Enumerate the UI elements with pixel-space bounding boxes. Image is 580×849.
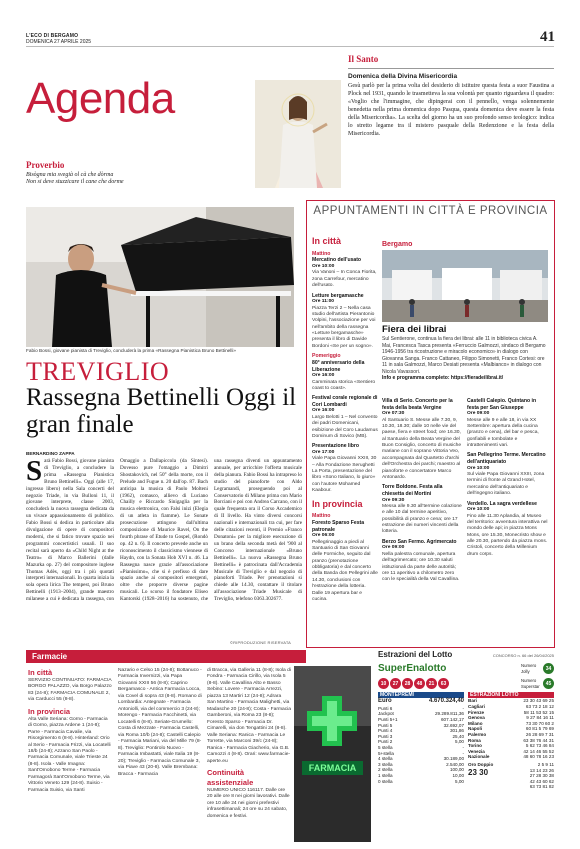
continuita-title: Continuità assistenziale bbox=[207, 768, 254, 787]
pharmacy-illustration bbox=[294, 666, 371, 842]
lotto-ball: 27 bbox=[390, 678, 401, 689]
ruota-numbers: 23 30 43 69 25 bbox=[523, 698, 554, 704]
premio-label: 1 stella bbox=[378, 772, 393, 778]
event-item bbox=[467, 398, 549, 449]
premio-value: - bbox=[462, 750, 464, 756]
publication-date: DOMENICA 27 APRILE 2025 bbox=[26, 39, 92, 46]
premio-value: 5,00 bbox=[455, 778, 464, 784]
ruota-numbers: 60 81 5 79 69 bbox=[525, 726, 554, 732]
event-title: Presentazione libro bbox=[312, 443, 359, 450]
farmacie-col2 bbox=[118, 668, 202, 778]
premio-value: - bbox=[462, 744, 464, 750]
premio-label: 2 stella bbox=[378, 767, 393, 773]
ruota-name: Genova bbox=[468, 715, 485, 721]
ruota-name: Venezia bbox=[468, 748, 485, 754]
proverbio-box bbox=[26, 160, 246, 187]
premio-label: 5 stella bbox=[378, 744, 393, 750]
lotto-ball: 48 bbox=[414, 678, 425, 689]
event-text: Fino alle 11.30 Aplandia, al Museo del territorio: avventura interattiva nel mondo delle api; in piazza Mons Mons, ore 15.30, Monecristo show e alle 20.30, partendo da piazza mons. Cristoli, concerto della Millenium drum corps. bbox=[467, 513, 548, 557]
event-title: Letture bergamasche bbox=[312, 292, 364, 299]
premio-value: - bbox=[462, 705, 464, 711]
appuntamenti-col3 bbox=[467, 395, 549, 558]
publication-name: L'ECO DI BERGAMO bbox=[26, 33, 79, 39]
appuntamenti-col1 bbox=[312, 236, 378, 603]
header-rule bbox=[26, 46, 554, 47]
article-byline: BERNARDINO ZAPPA bbox=[26, 451, 75, 456]
event-title: Torre Boldone. Festa alla chiesetta dei Mortini bbox=[382, 484, 443, 497]
col3-events bbox=[467, 398, 549, 558]
ruota-numbers: 26 28 69 7 31 bbox=[525, 732, 554, 738]
ruota-numbers: 73 30 70 60 2 bbox=[525, 720, 554, 726]
proverbio-dialect: Bisògna mia svegià ol cà che dòrma bbox=[26, 171, 114, 178]
ruota-row bbox=[468, 754, 554, 760]
event-text: Nella palestra comunale, apertura dell'agrimercato; ore 10.30 saluti istituzionali da parte delle autorità; ore 11 aperitivo a chilometro zero con le specialità della Val Cavallina. bbox=[382, 551, 460, 583]
lotto-extra-numbers bbox=[501, 762, 554, 790]
farmacie-col1-text: Alta Valle Seriana: Gorno - Farmacia di Gorno, piazza Ardene 1 (24-8); Parre - Farmacia Cavalie, via Risorgimento 6 (8-8). Hinterland: Orio al Serio - Farmacia Frizzi, via Locatelli 18/b (24-8); Azzano San Paolo - Farmacia Comunale, viale Trieste 24 (8-8). Isola - Valle Imagna: Sant'Omobono Terme - Farmacia Farmagorà Sant'Omobono Terme, via Vittorio Veneto 129 (24-8). Suisio - Farmacia Suisio, via Santi bbox=[28, 716, 111, 793]
montepremi-table bbox=[378, 692, 464, 790]
fiera-illustration bbox=[382, 250, 548, 322]
premio-value: 100,00 bbox=[449, 767, 464, 773]
montepremi-label: MONTEPREMI bbox=[378, 692, 464, 698]
article-kicker: TREVIGLIO bbox=[26, 357, 170, 386]
santo-title: Domenica della Divina Misericordia bbox=[348, 72, 458, 80]
event-text: Pellegrinaggio a piedi al Santuario di San Giovanni delle Formiche, seguito dal pranzo (prenotazione obbligatoria) e dal concerto della Banda don Pellegrini alle 14.30, conclusioni con l'estrazione della lotteria. Dalle 19 apertura bar e cucina. bbox=[312, 539, 378, 602]
pianist-illustration bbox=[26, 207, 294, 347]
event-item bbox=[467, 501, 549, 559]
ruota-name: Bari bbox=[468, 698, 477, 704]
fiera-title: Fiera dei librai bbox=[382, 324, 447, 335]
premio-row bbox=[378, 779, 464, 785]
santo-box bbox=[348, 54, 554, 138]
premio-value: 29.289.811,36 bbox=[434, 711, 464, 717]
divine-mercy-image bbox=[255, 80, 341, 188]
event-title: Mercatino dell'usato bbox=[312, 257, 362, 264]
premio-label: Jackpot bbox=[378, 711, 394, 717]
ruota-numbers: 5 62 73 46 84 bbox=[525, 743, 554, 749]
event-title: San Pellegrino Terme. Mercatino dell'antiquariato bbox=[467, 452, 546, 466]
event-title: Castelli Calepio. Quintano in festa per San Giuseppe bbox=[467, 398, 537, 411]
jolly-ball: 34 bbox=[543, 663, 554, 674]
premio-label: 3 stella bbox=[378, 761, 393, 767]
fiera-text: Sul Sentierone, continua la fiera dei librai: alle 11 in biblioteca civica A. Mai, Francesca Tasca presenta «Ferruccio Galmozzi, sindaco di Bergamo 1946-1956 tra ricostruzione e miracolo economico» in dialogo con Giovanna Sanga. Franco Cattaneo, Filippo Simonetti, Franco Cortesi: ore 11 in sala Galmozzi, Marco Desiati presenta «Malbianco» in dialogo con Nicola Vavassori. bbox=[382, 336, 546, 375]
fiera-box bbox=[382, 324, 548, 382]
premio-value: 2.540,00 bbox=[446, 761, 464, 767]
superstar-ball: 45 bbox=[543, 678, 554, 689]
extra-row: 27 28 30 38 bbox=[529, 773, 554, 779]
event-title: Festival corale regionale di Cori Lombardi bbox=[312, 395, 378, 408]
pianist-photo bbox=[26, 207, 294, 347]
in-citta-label: In città bbox=[312, 236, 342, 246]
farmacie-col2-text: Nazario e Celso 15 (24-8); Bottanuco - Farmacia Invernizzi, via Papa Giovanni XXIII 56 (8-8); Caprino Bergamasco - Antica Farmacia Locca, via Covel di sopra 43 (8-8). Romano di Lombardia: Antegnate - Farmacia Antoniolli, via del commercio 3 (24-8); Morengo - Farmacia Facchinetti, via Locatelli 6 (8-8). Seriate-Grumello: Costa di Mezzate - Farmacia Castelli, via Roma 10/b (24-8); Castelli Calepio - Farmacia Mariani, via del Mille 79 (8-8). Treviglio: Pontirolo Nuovo - Farmacia Imbastatti, viale Italia 19 (8-20); Treviglio - Farmacia Comunale 3, via Piave 43 (20-8). Valle Brembana: Bracca - Farmacia bbox=[118, 668, 202, 777]
appuntamenti-title: APPUNTAMENTI IN CITTÀ E PROVINCIA bbox=[313, 205, 548, 217]
premio-value: 607.142,17 bbox=[441, 716, 464, 722]
premio-label: Punti 5 bbox=[378, 722, 393, 728]
page-number: 41 bbox=[540, 29, 555, 45]
section-title: Agenda bbox=[26, 74, 175, 123]
extra-row: 2 5 9 11 bbox=[537, 762, 554, 768]
superenalotto-balls bbox=[378, 678, 449, 689]
article-body bbox=[26, 458, 302, 638]
premio-label: Punti 3 bbox=[378, 733, 393, 739]
pharmacy-sign-photo bbox=[294, 666, 371, 842]
event-title: 80° anniversario della Liberazione bbox=[312, 359, 365, 373]
santo-label: Il Santo bbox=[348, 54, 379, 64]
event-time: Ore 09:00 bbox=[467, 411, 490, 417]
lotto-ball: 63 bbox=[438, 678, 449, 689]
event-slot: Mattino bbox=[312, 250, 331, 257]
farmacie-in-citta: In città bbox=[28, 668, 53, 677]
event-title: Berzo San Fermo. Agrimercato bbox=[382, 538, 457, 545]
event-time: Ore 16:00 bbox=[312, 373, 335, 379]
premio-value: 30.189,00 bbox=[443, 756, 464, 762]
appuntamenti-col2 bbox=[382, 395, 462, 584]
estrazioni-label: ESTRAZIONI LOTTO bbox=[468, 692, 554, 698]
santo-body: Gesù parlò per la prima volta del desiderio di istituire questa festa a suor Faustina a Plock nel 1931, quando le trasmetteva la sua volontà per quanto riguardava il quadro: «Voglio che l'immagine, che dipingerai con il pennello, venga solennemente benedetta nella prima domenica dopo Pasqua, questa domenica deve essere la festa della Misericordia». La scelta del giorno ha un suo profondo senso teologico: indica lo stretto legame tra il mistero pasquale della Redenzione e la festa della Misericordia. bbox=[348, 83, 554, 137]
event-text: Viale Papa Giovanni XXIII, 30 – Alla Fondazione Serughetti La Porta, presentazione del libro «Sono Italiano, lo giuro» con l'autore Mohamed Kaabour. bbox=[312, 456, 377, 494]
extra-row: 63 73 81 82 bbox=[529, 784, 554, 790]
premio-value: 10,00 bbox=[452, 772, 464, 778]
divine-mercy-illustration bbox=[255, 80, 341, 188]
event-time: Ore 09:30 bbox=[382, 497, 405, 503]
page-header bbox=[26, 33, 91, 46]
event-item bbox=[312, 513, 378, 603]
lotto-ball: 21 bbox=[426, 678, 437, 689]
photo-caption: Fabio Bossi, giovane pianista di Treviglio, concluderà la prima «Rassegna Pianistica Bruno Bettinelli» bbox=[26, 348, 237, 353]
event-text: Messe alle 9 e alle 18, in via XX Settembre: apertura della cucina (pranzo e cena), del bar e pesca, gonfiabili e tombolate e intrattenimenti vari. bbox=[467, 417, 539, 449]
jolly-label: Numero Jolly bbox=[521, 663, 537, 674]
event-time: Ore 17:00 bbox=[312, 449, 335, 455]
ruota-numbers: 58 11 53 52 15 bbox=[523, 709, 554, 715]
ruota-name: Firenze bbox=[468, 709, 485, 715]
montepremi-euro-row: Euro 4.670.324,40 bbox=[378, 698, 464, 705]
col1-events bbox=[312, 251, 378, 495]
premio-label: Punti 5+1 bbox=[378, 716, 398, 722]
event-time: Ore 16:00 bbox=[312, 408, 335, 414]
article-dropcap: S bbox=[26, 458, 43, 487]
proverbio-title: Proverbio bbox=[26, 160, 65, 170]
fiera-link: Info e programma completo: https://fieradeilibrai.it/ bbox=[382, 375, 504, 382]
event-slot: Pomeriggio bbox=[312, 353, 341, 360]
farmacie-col1 bbox=[28, 668, 112, 794]
event-item bbox=[382, 398, 462, 481]
event-text: Camminata storica «Sentiero coast to coast». bbox=[312, 379, 376, 391]
pharmacy-sign-text: FARMACIA bbox=[308, 763, 357, 773]
event-title: Villa di Serio. Concerto per la festa della beata Vergine bbox=[382, 398, 453, 411]
premio-label: 4 stella bbox=[378, 756, 393, 762]
simbolotto-label: Oro Doppio bbox=[468, 762, 494, 768]
extra-row: 42 43 60 62 bbox=[529, 778, 554, 784]
lotto-ball: 28 bbox=[402, 678, 413, 689]
event-item bbox=[312, 443, 378, 494]
event-time: Ore 11:00 bbox=[312, 299, 335, 305]
farmacie-citta-text: SERVIZIO CONTINUATO: FARMACIA BORGO PALAZZO, via Borgo Palazzo 83 (24-8); FARMACIA COMUNALE 2, via Carducci 55 (8-8). bbox=[28, 677, 112, 703]
in-provincia-label: In provincia bbox=[312, 498, 363, 509]
lotto-ball: 10 bbox=[378, 678, 389, 689]
event-item bbox=[382, 539, 462, 584]
ruota-name: Milano bbox=[468, 720, 483, 726]
farmacie-band: Farmacie bbox=[26, 650, 306, 663]
simbolotto-numbers: 23 30 bbox=[468, 767, 489, 777]
premio-label: 0 stella bbox=[378, 778, 393, 784]
fiera-photo bbox=[382, 250, 548, 322]
ruote-table bbox=[468, 692, 554, 790]
premio-value: 301,86 bbox=[449, 728, 464, 734]
event-item bbox=[312, 293, 378, 351]
lotto-concorso: CONCORSO n. 66 del 26/04/2025 bbox=[492, 653, 554, 658]
continuita-text: NUMERO UNICO 116117. Dalle ore 20 alle ore 8 nei giorni lavorativi. Dalle ore 10 alle 24 nei giorni prefestivi infrasettimanali; 24 ore su 24 sabato, domenica e festivi. bbox=[207, 787, 290, 819]
col2-events bbox=[382, 398, 462, 584]
ruota-name: Roma bbox=[468, 737, 481, 743]
event-time: Ore 07:30 bbox=[382, 411, 405, 417]
event-title: Foresto Sparso Festa patronale bbox=[312, 520, 365, 533]
ruota-numbers: 63 73 2 18 12 bbox=[525, 704, 554, 710]
ruota-name: Nazionale bbox=[468, 754, 490, 760]
event-item bbox=[467, 452, 549, 497]
event-title: Verdello. La sagra verdellese bbox=[467, 500, 537, 507]
premio-label: Punti 6 bbox=[378, 705, 393, 711]
extra-row: 13 14 23 26 bbox=[529, 767, 554, 773]
farmacie-in-provincia: In provincia bbox=[28, 706, 71, 716]
event-item bbox=[312, 353, 378, 392]
premio-value: 25,40 bbox=[452, 733, 464, 739]
farmacie-col3 bbox=[207, 668, 291, 820]
event-text: Piazza Terzi 2 – Nella casa studio dell'artista Pierantonio Volpini, l'associazione per voi nell'ambito della rassegna «Letture bergamasche» presenta il libro di Davide Bordoni «Se per un sogno». bbox=[312, 305, 376, 349]
article-headline: Rassegna Bettinelli Oggi il gran finale bbox=[26, 384, 297, 438]
event-time: Ore 09:00 bbox=[382, 545, 405, 551]
ruota-numbers: 9 27 84 16 11 bbox=[526, 715, 554, 721]
event-text: Al Santuario S. Messe alle 7.30, 9, 10.30, 18.30; dalle 10 nelle vie del paese, fiera e street food; ore 16.30, al Santuario della Beata Vergine del Buon Consiglio, concerto di musiche mariane con il soprano Vittoria Veo, accompagnata dal Quartetto d'archi dell'Orchestra dei parchi; maestro al pianoforte e concertatore Marco Antonardo. bbox=[382, 417, 462, 480]
santo-rule bbox=[348, 68, 554, 69]
event-time: Ore 10:00 bbox=[312, 264, 335, 270]
superenalotto-title: SuperEnalotto bbox=[378, 663, 447, 675]
premio-value: 5,00 bbox=[455, 739, 464, 745]
lotto-box bbox=[378, 650, 554, 846]
proverbio-translation: Non si deve stuzzicare il cane che dorme bbox=[26, 179, 124, 186]
event-item bbox=[312, 251, 378, 290]
event-text: Sul viale Papa Giovanni XXIII, zona termini di fronte al Grand Hotel, mercatino dell'antiquariato e dell'ingegno italiano. bbox=[467, 472, 545, 497]
event-text: Largo Belotti 1 – Nel convento dei padri Domenicani, esibizione del Coro Laudamus Dominum di Sovico (MB). bbox=[312, 414, 378, 439]
ruota-name: Cagliari bbox=[468, 704, 485, 710]
premio-label: 5+stella bbox=[378, 750, 394, 756]
col1-prov-events bbox=[312, 513, 378, 603]
event-text: Messa alle 9.30 all'termine colazione e alle 10 dal termine aperitivo, possibilità di pranzo e cena; ore 17 estrazione dei numeri vincenti della lotteria. bbox=[382, 503, 462, 535]
article-text: arà Fabio Bossi, giovane pianista di Treviglio, a concludere la prima «Rassegna Pianistica Bruno Bettinelli». Oggi (alle 17, ingresso libero) nella Sala concerti del negozio Triade, in via Bulloni 11, il giovane interprete, classe 2003, concluderà la nuova rassegna dedicata da un vivace appassionamento di pubblico. Fabio Bossi si dedica in particolare alla divulgazione di opere di compositori moderni, che si fatico trovare spazio nei programmi concertistici usuali. Il suo recital sarà aperto da «Child Night at the Teatro» di Marco Ballerini (dalle Mazurka op. 27) del compositore inglese Thomas Adès, oggi tra i più quotati interpreti internazionali. In quarta inizia la sola opera lirica The tempest, poi Bruno Bettinelli (1913–2004), grande maestro milanese a cui è dedicata la rassegna, con Omaggio a Dallapiccola (da Sintesi). Dovesso pure l'omaggio a Dimitri Shostakovich, nel 50° della morte, con il Prelude and Fugue n. 20 dall'op. 87. Bach anticipa la musica di Paolo Molteni (1962), comasco, allievo di Luciano Chailly e Riccardo Sinigaglia per la musica elettronica, con Falsi inizi (Elegia di un atleta in fiamme). Le Sonate prosecuzione attingono dall'ultima composizione di Maurice Ravel, On the fourth phrase of Etude to Gospel, (Rondò op. 42 n. 6). Il concerto prevede anche un riconoscimento il classicismo viennese di Haydn, con la Sonata Hob XVI n. 46. La Rassegna nasce grazie all'associazione «Pianissimo», che si è prefisso di dare spazio anche ai compositori emergenti, oltre che proporre diverse pagine musicali. Lo scorso il fondatore Eliseo Kantorski (1928–2016) ha sostenuto, che una rassegna diventi un appuntamento annuale, per arricchire l'offerta musicale della pianura. Fabio Bossi ha intrapreso lo studio del pianoforte con Aldo Legramandi, proseguendo poi al Conservatorio di Milano prima con Mario Borciani e poi con Andrea Carcano, con il quale frequenta ora il Corso Accademico di II livello. Ha vinto diversi concorsi nazionali e internazionali tra cui, per fare delle citazioni recenti, il Premio «Franco Donatoni» per la migliore esecuzione di un brano della seconda metà del '900 al Concorso internazionale «Bruno Bettinelli». La nuova «Rassegna Bruno Bettinelli» è patrocinata dall'Accademia Musicale di Treviglio e dal negozio di pianoforti Triade. Per prenotazioni si chiede alle 14.30, contattare il titolare all'associazione Triade Musicale di Treviglio, telefono 0363.302677. bbox=[26, 458, 302, 603]
ruota-name: Napoli bbox=[468, 726, 483, 732]
ruota-numbers: 42 14 46 55 52 bbox=[523, 748, 554, 754]
ruote-list bbox=[468, 698, 554, 760]
ruota-numbers: 63 38 76 44 31 bbox=[523, 737, 554, 743]
ruota-name: Torino bbox=[468, 743, 482, 749]
superstar-label: Numero Superstar bbox=[521, 678, 540, 689]
event-time: Ore 06:00 bbox=[312, 533, 335, 539]
event-item bbox=[312, 395, 378, 440]
event-time: Ore 10:00 bbox=[467, 465, 490, 471]
article-credit: ©RIPRODUZIONE RISERVATA bbox=[230, 640, 292, 645]
premio-value: 32.692,07 bbox=[443, 722, 464, 728]
premi-list bbox=[378, 706, 464, 784]
event-item bbox=[382, 484, 462, 535]
farmacie-col3-text: di Bracca, via Galleria 11 (8-8); Isola di Fondra - Farmacia Cirillo, via Isola 5 (8-8). Valle Cavallina Alto e Basso Sebino: Lovere - Farmacia Arrezzi, piazza 13 Martiri 12 (24-8); Adrara San Martino - Farmacia Malighetti, via Madasche 20 (24-8); Costa - Farmacia Gamberoni, via Roma 23 (8-8); Foresto Sparso - Farmacia Dr. Cimarelli, via don Tengattini 24 (8-8). Valle Seriana: Ranica - Farmacia Le Torrette, via Marconi 39/c (24-8); Ranica - Farmacia Giacherio, via G.B. Camozzi 4 (8-8). Orari: www.farmacie-aperte.eu bbox=[207, 668, 291, 764]
event-time: Ore 10:00 bbox=[467, 507, 490, 513]
event-slot: Mattino bbox=[312, 513, 331, 520]
premio-label: Punti 4 bbox=[378, 728, 393, 734]
premio-label: Punti 2 bbox=[378, 739, 393, 745]
ruota-name: Palermo bbox=[468, 732, 487, 738]
ruota-numbers: 48 60 78 16 23 bbox=[523, 754, 554, 760]
bergamo-label: Bergamo bbox=[382, 241, 413, 248]
event-text: Via Vanoni – In Conca Fiorita, zona Carrefour, mercatino dell'usato. bbox=[312, 270, 377, 289]
lotto-title: Estrazioni del Lotto bbox=[378, 650, 453, 659]
